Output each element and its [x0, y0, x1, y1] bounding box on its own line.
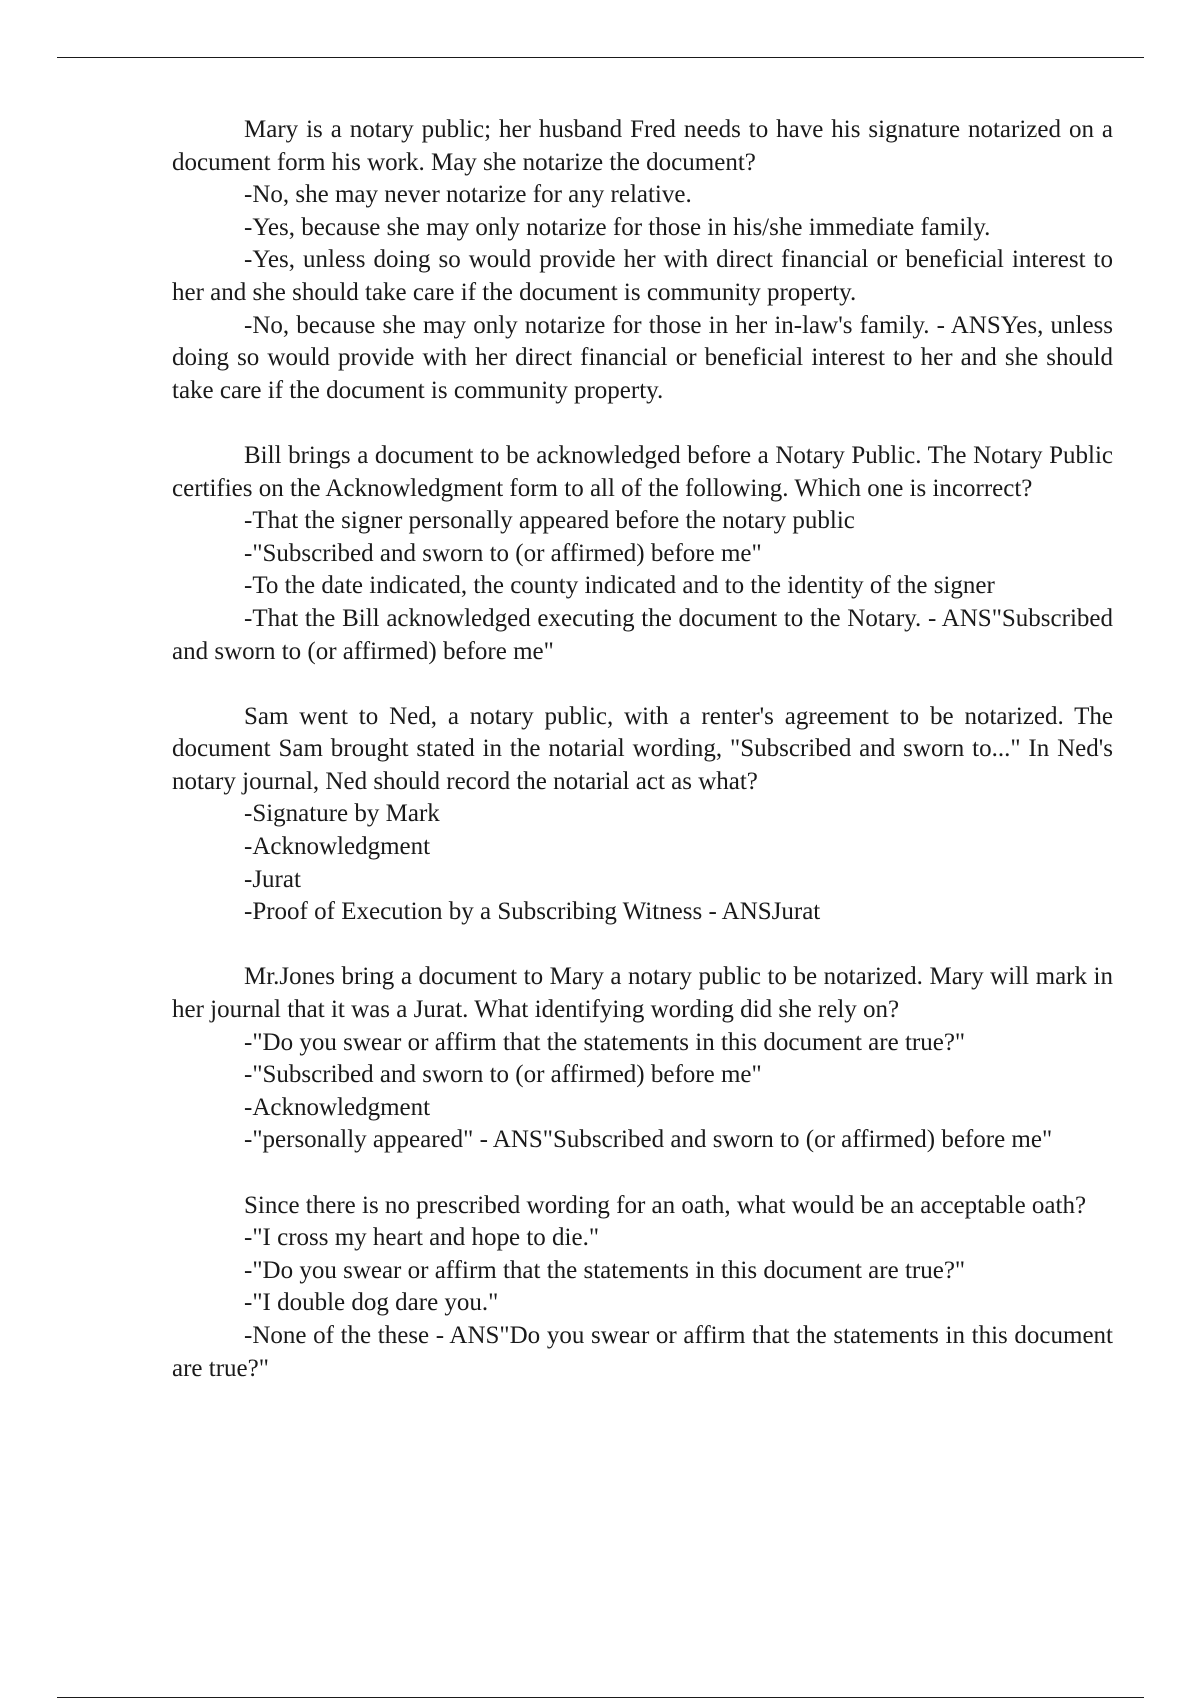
question-block	[172, 961, 1113, 1157]
answer-option: -No, she may never notarize for any relative.	[244, 181, 692, 209]
answer-option: -"personally appeared" - ANS"Subscribed and sworn to (or affirmed) before me"	[244, 1126, 1053, 1154]
answer-option: -That the signer personally appeared before the notary public	[244, 507, 855, 535]
question-block	[172, 114, 1113, 407]
question-text: Sam went to Ned, a notary public, with a renter's agreement to be notarized. The document Sam brought stated in the notarial wording, "Subscribed and sworn to..." In Ned's notary journal, Ned should record the notarial act as what?	[172, 702, 1113, 795]
answer-option: -Acknowledgment	[244, 833, 431, 861]
question-block	[172, 701, 1113, 929]
answer-option: -Proof of Execution by a Subscribing Witness - ANSJurat	[244, 898, 821, 926]
answer-option: -Yes, because she may only notarize for those in his/she immediate family.	[244, 213, 991, 241]
answer-option: -"I double dog dare you."	[244, 1289, 499, 1317]
question-text: Mary is a notary public; her husband Fred needs to have his signature notarized on a document form his work. May she notarize the document?	[172, 116, 1113, 176]
question-text: Since there is no prescribed wording for an oath, what would be an acceptable oath?	[244, 1191, 1087, 1219]
answer-option: -"I cross my heart and hope to die."	[244, 1224, 600, 1252]
question-block	[172, 1190, 1113, 1386]
document-body	[172, 114, 1113, 1385]
question-block	[172, 440, 1113, 668]
question-text: Bill brings a document to be acknowledged before a Notary Public. The Notary Public certifies on the Acknowledgment form to all of the following. Which one is incorrect?	[172, 441, 1113, 502]
question-text: Mr.Jones bring a document to Mary a notary public to be notarized. Mary will mark in her journal that it was a Jurat. What identifying wording did she rely on?	[172, 963, 1113, 1024]
answer-option: -"Do you swear or affirm that the statements in this document are true?"	[244, 1028, 966, 1056]
answer-option: -"Do you swear or affirm that the statements in this document are true?"	[244, 1256, 966, 1284]
answer-option: -No, because she may only notarize for those in her in-law's family. - ANSYes, unless doing so would provide with her direct financial or beneficial interest to her and she should take care if the document is community property.	[172, 311, 1113, 404]
bottom-rule	[57, 1697, 1144, 1698]
answer-option: -Yes, unless doing so would provide her with direct financial or beneficial interest to her and she should take care if the document is community property.	[172, 246, 1113, 306]
answer-option: -"Subscribed and sworn to (or affirmed) before me"	[244, 539, 762, 567]
answer-option: -None of the these - ANS"Do you swear or affirm that the statements in this document are true?"	[172, 1321, 1113, 1382]
answer-option: -"Subscribed and sworn to (or affirmed) before me"	[244, 1061, 762, 1089]
answer-option: -Signature by Mark	[244, 800, 440, 828]
answer-option: -Jurat	[244, 865, 301, 893]
top-rule	[57, 57, 1144, 58]
answer-option: -To the date indicated, the county indicated and to the identity of the signer	[244, 572, 995, 600]
answer-option: -That the Bill acknowledged executing the document to the Notary. - ANS"Subscribed and sworn to (or affirmed) before me"	[172, 604, 1113, 665]
answer-option: -Acknowledgment	[244, 1093, 431, 1121]
